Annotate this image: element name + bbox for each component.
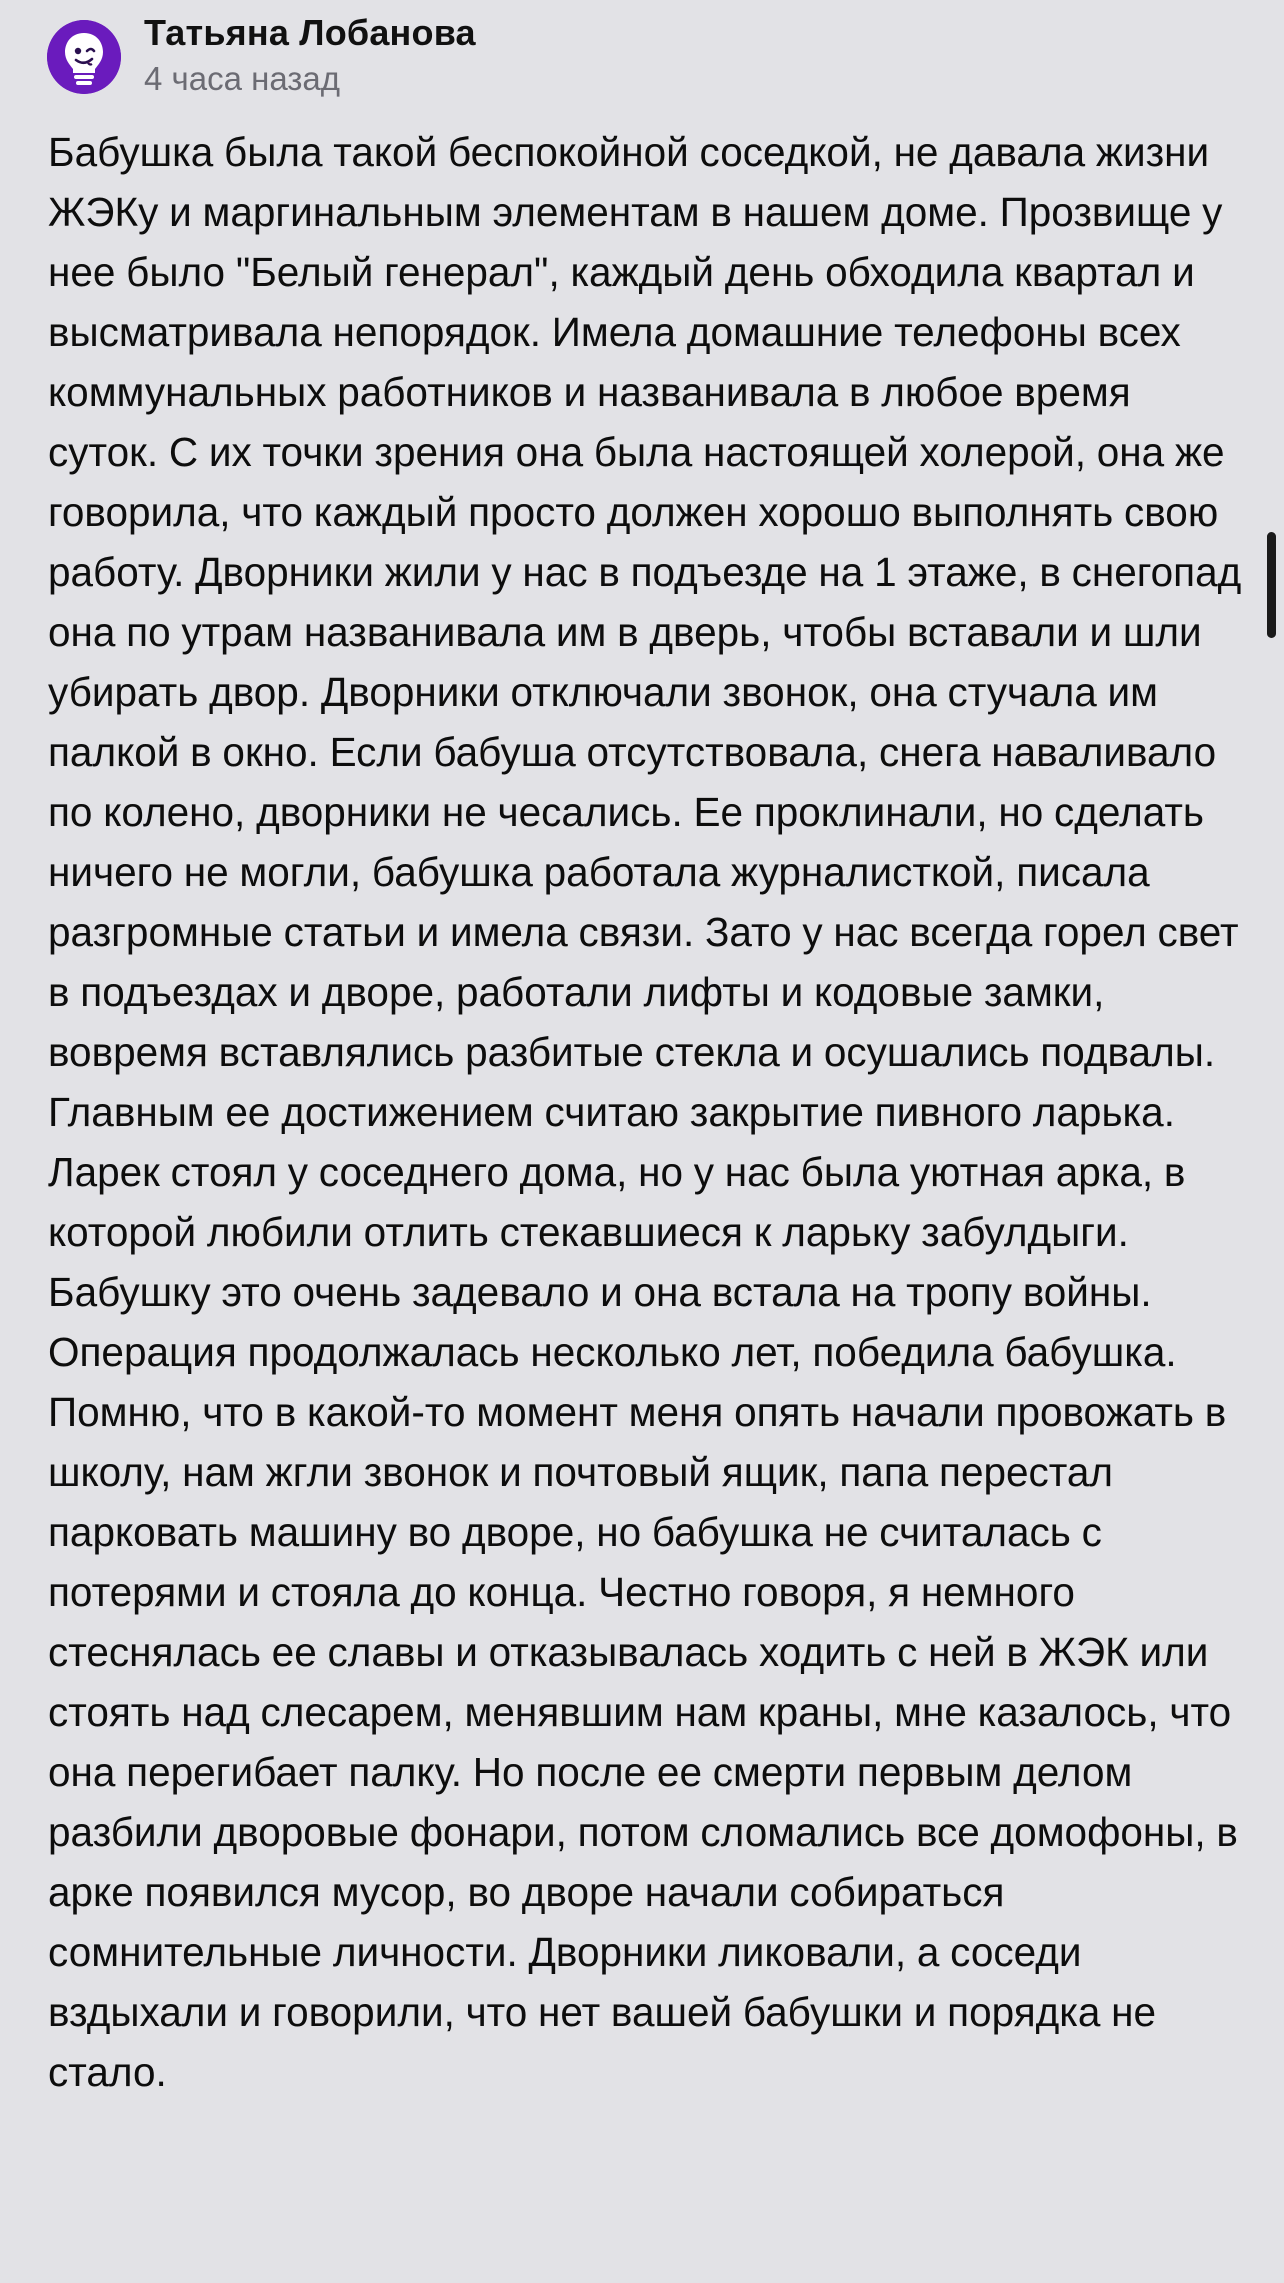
- avatar[interactable]: [47, 20, 121, 94]
- author-name[interactable]: Татьяна Лобанова: [144, 12, 476, 53]
- lightbulb-face-icon: [47, 20, 121, 94]
- post-timestamp: 4 часа назад: [144, 60, 341, 97]
- post-text: Бабушка была такой беспокойной соседкой, не давала жизни ЖЭКу и маргинальным элементам в нашем доме. Прозвище у нее было "Белый генерал", каждый день обходила квартал и высматривала непорядок. Имела домашние телефоны всех коммунальных работников и названивала в любое время суток. С их точки зрения она была настоящей холерой, она же говорила, что каждый просто должен хорошо выполнять свою работу. Дворники жили у нас в подъезде на 1 этаже, в снегопад она по утрам названивала им в дверь, чтобы вставали и шли убирать двор. Дворники отключали звонок, она стучала им палкой в окно. Если бабуша отсутствовала, снега наваливало по колено, дворники не чесались. Ее проклинали, но сделать ничего не могли, бабушка работала журналисткой, писала разгромные статьи и имела связи. Зато у нас всегда горел свет в подъездах и дворе, работали лифты и кодовые замки, вовремя вставлялись разбитые стекла и осушались подвалы. Главным ее достижением считаю закрытие пивного ларька. Ларек стоял у соседнего дома, но у нас была уютная арка, в которой любили отлить стекавшиеся к ларьку забулдыги. Бабушку это очень задевало и она встала на тропу войны. Операция продолжалась несколько лет, победила бабушка. Помню, что в какой-то момент меня опять начали провожать в школу, нам жгли звонок и почтовый ящик, папа перестал парковать машину во дворе, но бабушка не считалась с потерями и стояла до конца. Честно говоря, я немного стеснялась ее славы и отказывалась ходить с ней в ЖЭК или стоять над слесарем, менявшим нам краны, мне казалось, что она перегибает палку. Но после ее смерти первым делом разбили дворовые фонари, потом сломались все домофоны, в арке появился мусор, во дворе начали собираться сомнительные личности. Дворники ликовали, а соседи вздыхали и говорили, что нет вашей бабушки и порядка не стало.: [48, 129, 1242, 2095]
- scrollbar[interactable]: [1267, 532, 1276, 638]
